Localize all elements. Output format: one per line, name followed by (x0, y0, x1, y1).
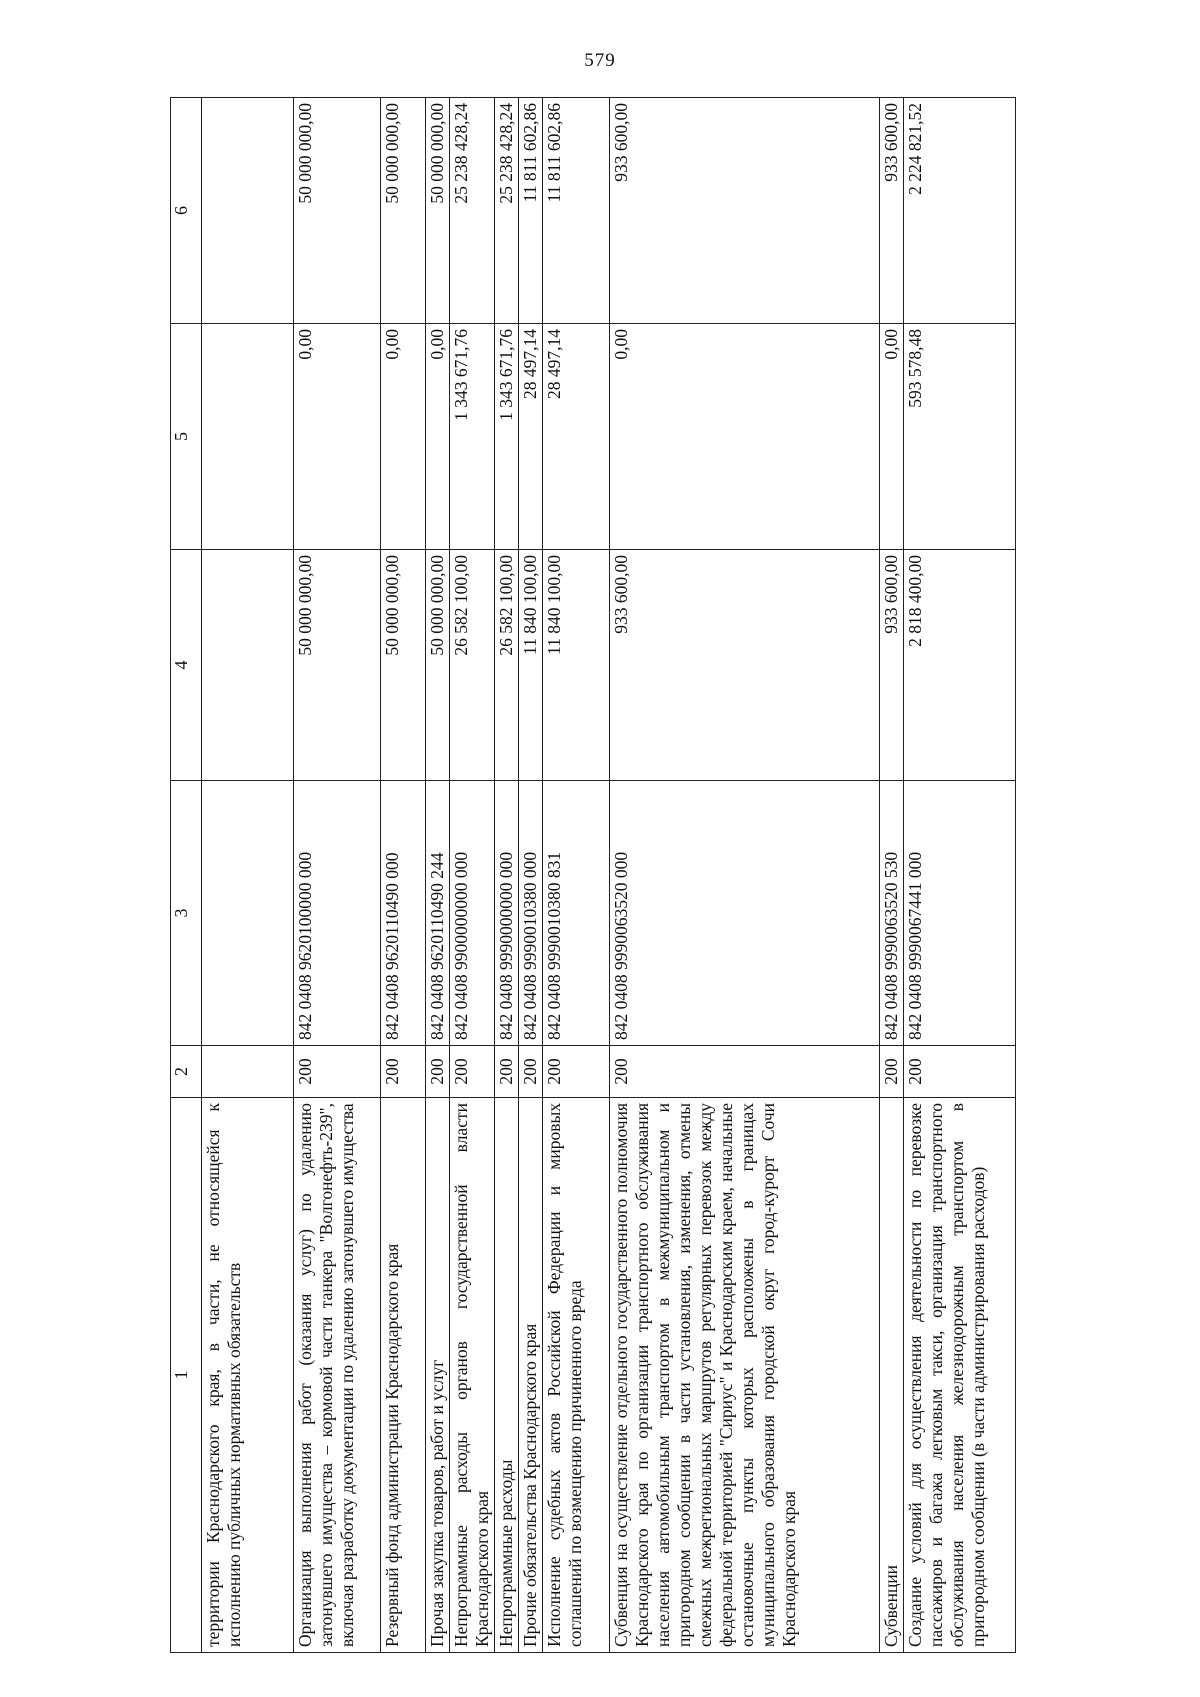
row-col4: 26 582 100,00 (450, 550, 495, 781)
row-name: Создание условий для осуществления деятельности по перевозке пассажиров и багажа легковым такси, организация транспортного обслуживания населения железнодорожным транспортом в пригородном сообщении (в части администрирования расходов) (904, 1098, 1016, 1653)
row-col4: 11 840 100,00 (519, 550, 543, 781)
row-kbk: 842 0408 9990010380 831 (543, 781, 610, 1046)
page-number: 579 (584, 50, 616, 71)
table-row (543, 98, 610, 1653)
row-col5: 28 497,14 (519, 324, 543, 550)
row-col6: 11 811 602,86 (543, 98, 610, 324)
row-col4: 933 600,00 (610, 550, 880, 781)
budget-table (170, 97, 1016, 1653)
row-name: Субвенция на осуществление отдельного государственного полномочия Краснодарского края по организации транспортного обслуживания населения автомобильным транспортом в межмуниципальном и пригородном сообщении в части установления, изменения, отмены смежных межрегиональных маршрутов регулярных перевозок между федеральной территорией "Сириус" и Краснодарским краем, начальные остановочные пункты которых расположены в границах муниципального образования городской округ город-курорт Сочи Краснодарского края (610, 1098, 880, 1653)
row-col6: 50 000 000,00 (426, 98, 450, 324)
row-kbk: 842 0408 9620110490 244 (426, 781, 450, 1046)
row-code: 200 (610, 1046, 880, 1098)
table-row (202, 98, 294, 1653)
row-col6: 933 600,00 (610, 98, 880, 324)
row-code: 200 (904, 1046, 1016, 1098)
row-col5: 1 343 671,76 (495, 324, 519, 550)
row-col5: 28 497,14 (543, 324, 610, 550)
row-col6 (202, 98, 294, 324)
row-name: Резервный фонд администрации Краснодарского края (381, 1098, 426, 1653)
row-kbk: 842 0408 9900000000 000 (450, 781, 495, 1046)
table-row (426, 98, 450, 1653)
table-row (495, 98, 519, 1653)
rotated-table-container (170, 98, 1120, 1653)
column-header-5: 5 (171, 324, 202, 550)
row-col5 (202, 324, 294, 550)
row-name: Непрограммные расходы органов государственной власти Краснодарского края (450, 1098, 495, 1653)
row-col4: 11 840 100,00 (543, 550, 610, 781)
row-col6: 933 600,00 (880, 98, 904, 324)
row-col5: 0,00 (426, 324, 450, 550)
table-row (519, 98, 543, 1653)
table-row (610, 98, 880, 1653)
row-name: Прочие обязательства Краснодарского края (519, 1098, 543, 1653)
row-col5: 0,00 (880, 324, 904, 550)
table-row (904, 98, 1016, 1653)
row-col4: 50 000 000,00 (294, 550, 381, 781)
row-col6: 25 238 428,24 (450, 98, 495, 324)
row-col4: 2 818 400,00 (904, 550, 1016, 781)
row-code: 200 (495, 1046, 519, 1098)
column-header-2: 2 (171, 1046, 202, 1098)
row-code: 200 (450, 1046, 495, 1098)
row-col6: 2 224 821,52 (904, 98, 1016, 324)
row-name: Субвенции (880, 1098, 904, 1653)
row-col6: 25 238 428,24 (495, 98, 519, 324)
row-kbk: 842 0408 9990063520 000 (610, 781, 880, 1046)
row-name: территории Краснодарского края, в части, не относящейся к исполнению публичных нормативных обязательств (202, 1098, 294, 1653)
row-code: 200 (381, 1046, 426, 1098)
row-code: 200 (880, 1046, 904, 1098)
column-header-6: 6 (171, 98, 202, 324)
row-col5: 0,00 (294, 324, 381, 550)
row-code: 200 (519, 1046, 543, 1098)
row-kbk: 842 0408 9990010380 000 (519, 781, 543, 1046)
row-code: 200 (543, 1046, 610, 1098)
row-name: Непрограммные расходы (495, 1098, 519, 1653)
table-header-row (171, 98, 202, 1653)
row-kbk: 842 0408 9620110490 000 (381, 781, 426, 1046)
row-code: 200 (294, 1046, 381, 1098)
row-col6: 50 000 000,00 (294, 98, 381, 324)
table-row (294, 98, 381, 1653)
row-code (202, 1046, 294, 1098)
row-name: Организация выполнения работ (оказания услуг) по удалению затонувшего имущества – кормовой части танкера "Волгонефть-239", включая разработку документации по удалению затонувшего имущества (294, 1098, 381, 1653)
column-header-3: 3 (171, 781, 202, 1046)
column-header-4: 4 (171, 550, 202, 781)
row-col5: 593 578,48 (904, 324, 1016, 550)
row-kbk: 842 0408 9990000000 000 (495, 781, 519, 1046)
row-col4: 26 582 100,00 (495, 550, 519, 781)
row-col6: 50 000 000,00 (381, 98, 426, 324)
row-name: Прочая закупка товаров, работ и услуг (426, 1098, 450, 1653)
table-row (381, 98, 426, 1653)
table-row (880, 98, 904, 1653)
row-code: 200 (426, 1046, 450, 1098)
row-kbk (202, 781, 294, 1046)
row-col5: 1 343 671,76 (450, 324, 495, 550)
row-col5: 0,00 (610, 324, 880, 550)
row-col4 (202, 550, 294, 781)
table-row (450, 98, 495, 1653)
row-col4: 50 000 000,00 (381, 550, 426, 781)
row-kbk: 842 0408 9620100000 000 (294, 781, 381, 1046)
row-col4: 50 000 000,00 (426, 550, 450, 781)
column-header-1: 1 (171, 1098, 202, 1653)
row-col5: 0,00 (381, 324, 426, 550)
row-col6: 11 811 602,86 (519, 98, 543, 324)
row-kbk: 842 0408 9990067441 000 (904, 781, 1016, 1046)
row-name: Исполнение судебных актов Российской Федерации и мировых соглашений по возмещению причиненного вреда (543, 1098, 610, 1653)
row-col4: 933 600,00 (880, 550, 904, 781)
row-kbk: 842 0408 9990063520 530 (880, 781, 904, 1046)
